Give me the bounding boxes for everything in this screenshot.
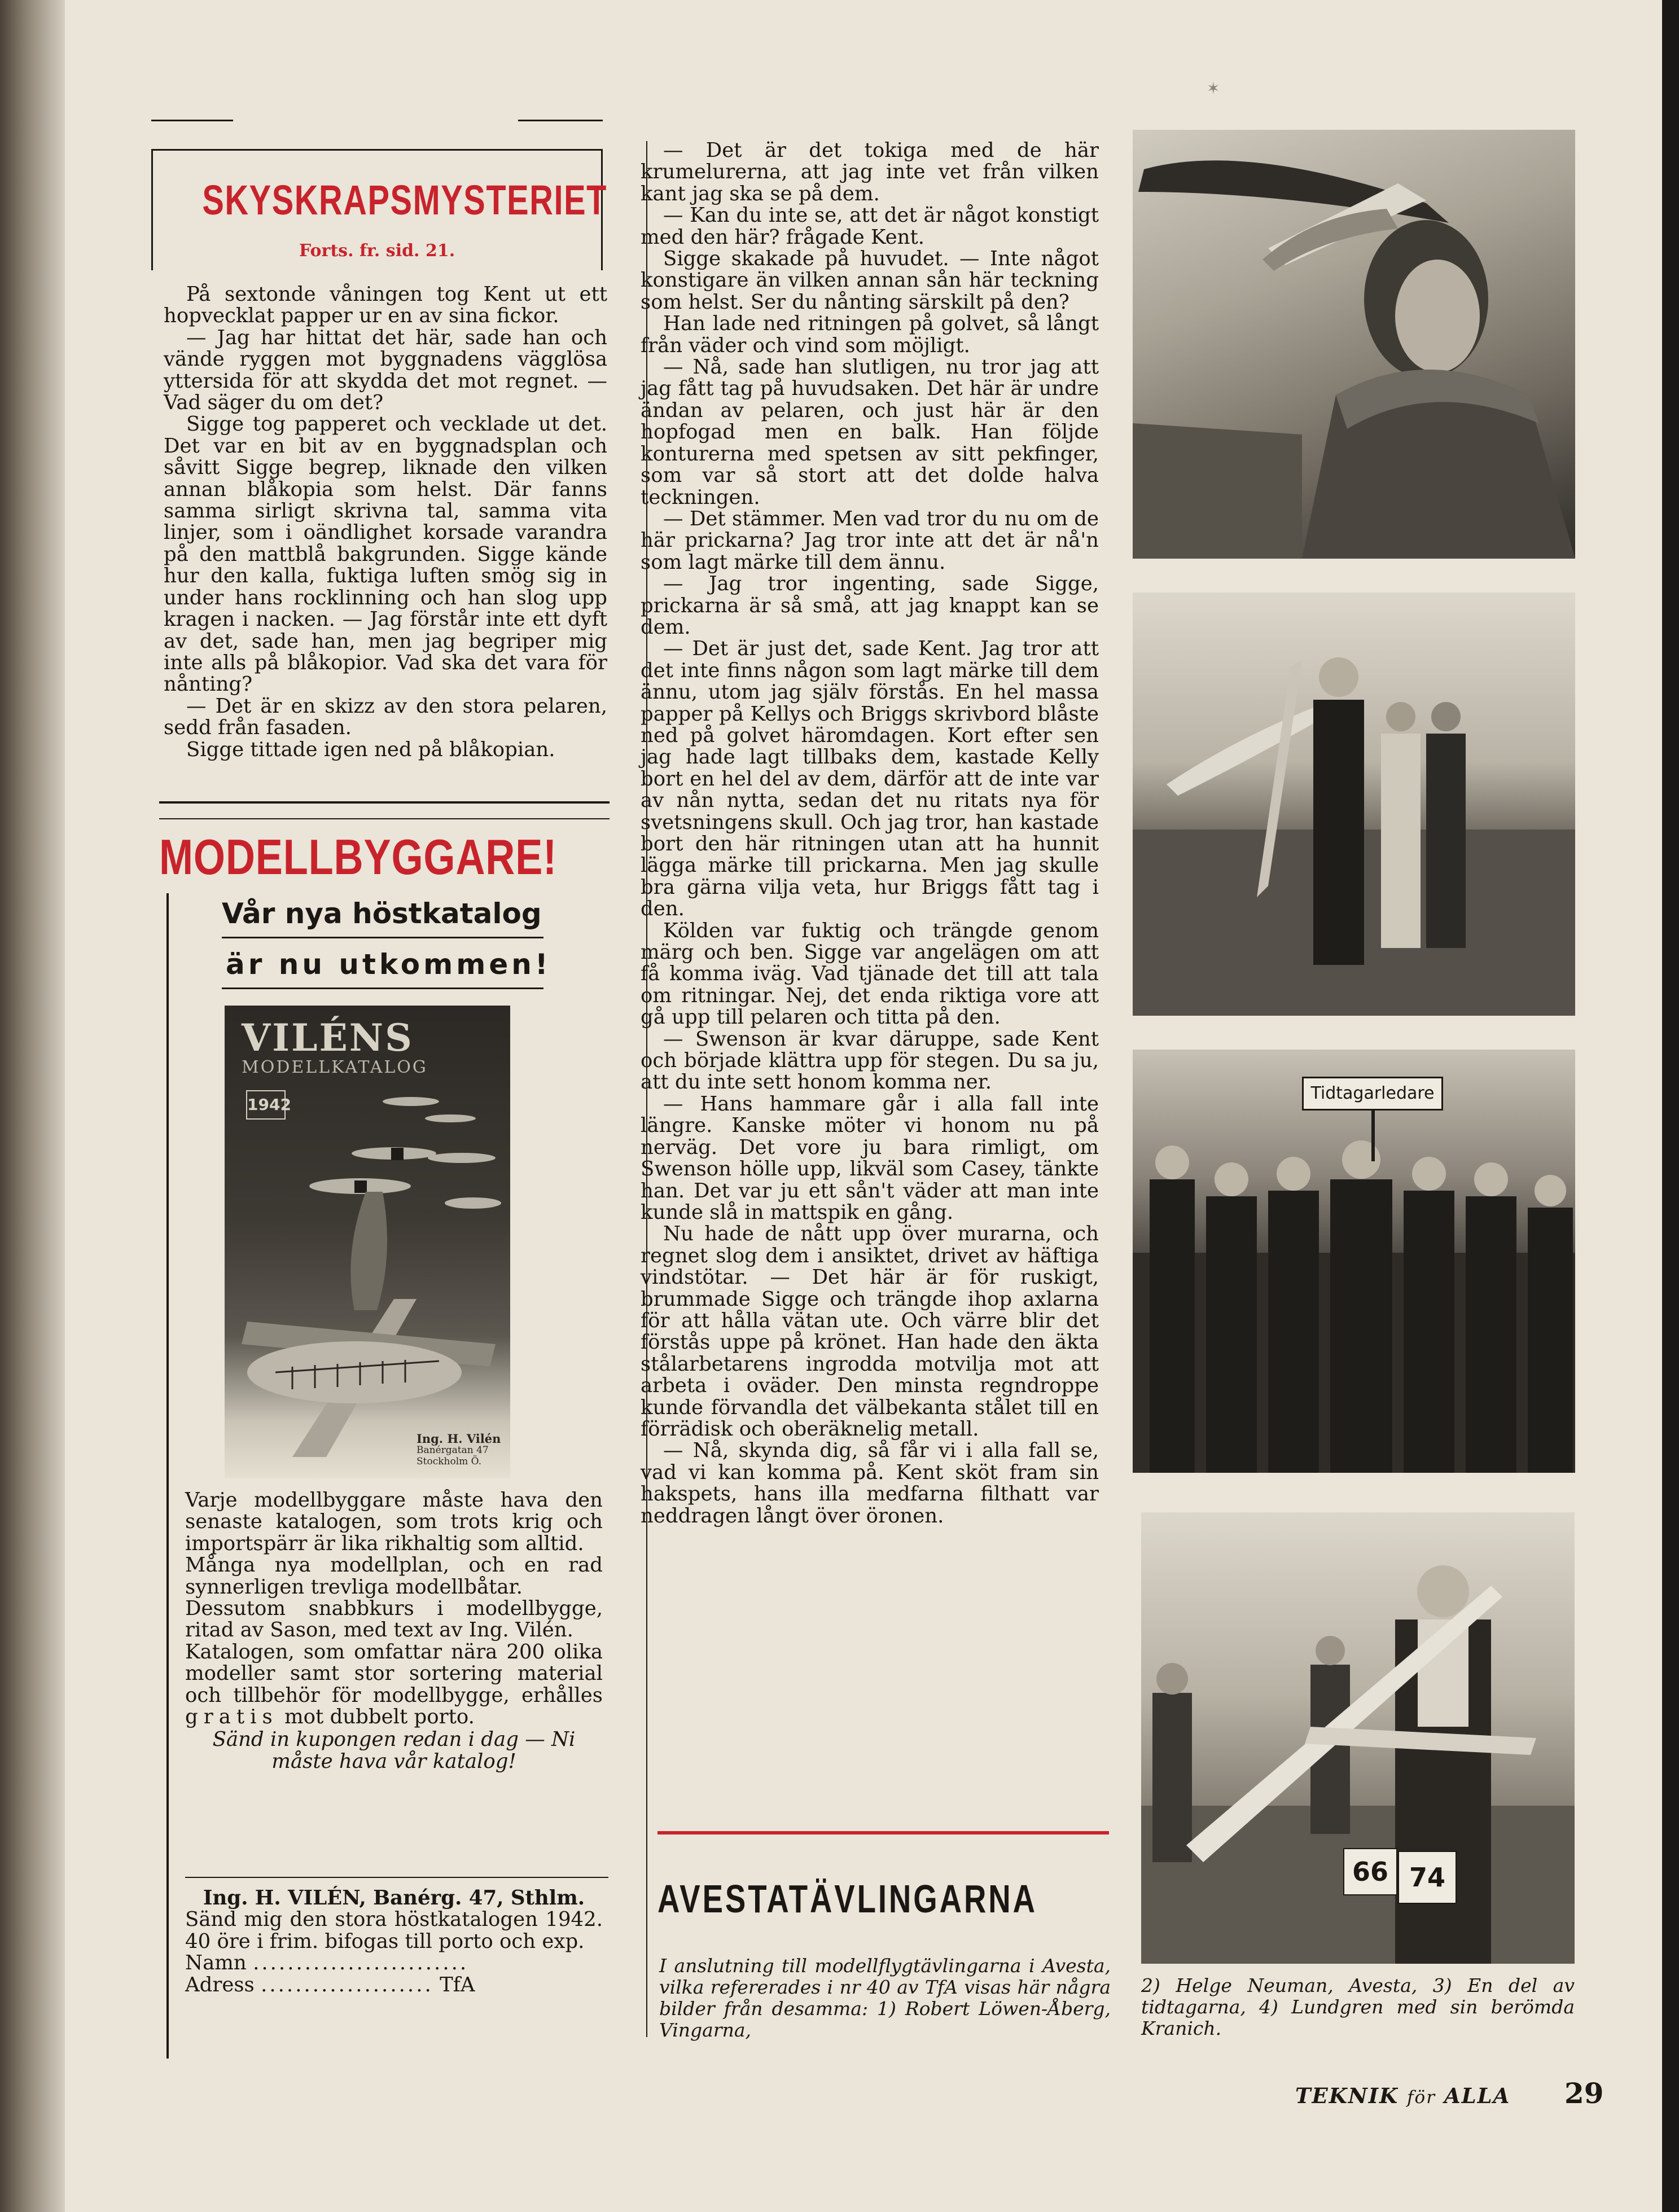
- ad-free-word: gratis: [185, 1705, 278, 1729]
- page-gutter: [0, 0, 65, 2212]
- cover-aircraft-illustration: [225, 1006, 510, 1478]
- ad-subtitle-underline: [222, 937, 543, 938]
- photo3-illustration: [1133, 1050, 1575, 1473]
- photo2-illustration: [1133, 592, 1575, 1016]
- story-continued-note: Forts. fr. sid. 21.: [299, 241, 455, 261]
- photo1-illustration: [1133, 130, 1575, 559]
- cover-year: 1942: [246, 1090, 286, 1120]
- story-paragraph: Han lade ned ritningen på golvet, så långt från väder och vind som möjligt.: [641, 312, 1099, 357]
- coupon[interactable]: [185, 1888, 603, 1996]
- story-header-box: [151, 149, 607, 270]
- ad-title: MODELLBYGGARE!: [159, 829, 558, 885]
- story-paragraph: — Nå, skynda dig, så får vi i alla fall se, vad vi kan komma på. Kent sköt fram sin hakspets, hans illa medfarna filthatt var neddragen långt över öronen.: [641, 1439, 1099, 1528]
- coupon-address-dots: ....................: [261, 1973, 433, 1996]
- ad-paragraph-text: Katalogen, som omfattar nära 200 olika modeller samt stor sortering material och tillbehör för modellbygge, erhålles: [185, 1640, 603, 1707]
- ad-paragraph: [185, 1642, 603, 1728]
- header-rule-right: [518, 120, 603, 121]
- story-paragraph: Nu hade de nått upp över murarna, och regnet slog dem i ansiktet, drivet av häftiga vindstötar. — Det här är för ruskigt, brummade Sigge och trängde ihop axlarna för att hålla vätan ute. Och värre blir det förstås uppe på krönet. Han hade den äkta stålarbetarens ingrodda motvilja mot att arbeta i oväder. Den minsta regndroppe kunde förvandla det välbekanta stålet till en förrädisk och oberäknelig metall.: [641, 1222, 1099, 1441]
- magazine-name-part: TEKNIK: [1295, 2083, 1399, 2108]
- ad-subtitle-underline: [222, 988, 543, 989]
- ad-paragraph-text: mot dubbelt porto.: [284, 1705, 475, 1729]
- catalog-cover-image: [225, 1006, 510, 1478]
- story-paragraph: — Det är det tokiga med de här krumelurerna, att jag inte vet från vilken kant jag ska se på dem.: [641, 139, 1099, 205]
- section-divider: [159, 818, 610, 819]
- coupon-name-field[interactable]: [185, 1952, 603, 1974]
- photo-timekeepers-group: [1133, 1050, 1575, 1473]
- cover-publisher-street: Banérgatan 47: [417, 1445, 489, 1456]
- photo-boy-launching-model-plane: [1133, 130, 1575, 559]
- story-title: SKYSKRAPSMYSTERIET: [202, 177, 607, 223]
- coupon-name-dots: .........................: [253, 1951, 469, 1975]
- story-paragraph: — Nå, sade han slutligen, nu tror jag att jag fått tag på huvudsaken. Det här är undre ändan av pelaren, och just här är den hopfogad men en balk. Han följde konturerna med spetsen av sitt pekfinger, som var så stort att det dolde halva teckningen.: [641, 356, 1099, 509]
- section-red-rule: [657, 1831, 1109, 1834]
- story-paragraph: Sigge tog papperet och vecklade ut det. Det var en bit av en byggnadsplan och såvitt Sigge begrep, liknade den vilken annan blåkopia som helst. Där fanns samma sirligt skrivna tal, samma vita linjer, som i oändlighet korsade varandra på den mattblå bakgrunden. Sigge kände hur den kalla, fuktiga luften smög sig in under hans rocklinning och han slog upp kragen i nacken. — Jag förstår inte ett dyft av det, sade han, men jag begriper mig inte alls på blåkopior. Vad ska det vara för nånting?: [164, 412, 607, 696]
- competitor-bib-1: 66: [1343, 1848, 1397, 1895]
- ad-body: [185, 1490, 603, 1772]
- story-paragraph: — Det är just det, sade Kent. Jag tror att det inte finns någon som lagt märke till dem ännu, utom jag själv förstås. En hel massa papper på Kellys och Briggs skrivbord blåste ned på golvet häromdagen. Kort efter sen jag hade lagt tillbaks dem, kastade Kelly bort en hel del av dem, därför att de inte var av nån nytta, sedan det nu ritats nya för svetsningens skull. Och jag tror, han kastade bort den här ritningen utan att ha hunnit lägga märke till prickarna. Men jag skulle bra gärna vilja veta, hur Briggs fått tag i den.: [641, 637, 1099, 921]
- photo-lundgren-with-kranich: [1141, 1512, 1575, 1964]
- cover-publisher-name: Ing. H. Vilén: [417, 1432, 501, 1446]
- photo4-illustration: [1141, 1512, 1575, 1964]
- story-paragraph: Sigge tittade igen ned på blåkopian.: [186, 738, 555, 761]
- page-edge: [1662, 0, 1679, 2212]
- section-divider: [159, 801, 610, 804]
- story-paragraph: — Jag har hittat det här, sade han och vände ryggen mot byggnadens vägglösa yttersida för att skydda det mot regnet. — Vad säger du om det?: [164, 326, 607, 415]
- page-number: 29: [1564, 2077, 1604, 2110]
- photo-competitor-with-glider: [1133, 592, 1575, 1016]
- coupon-code: TfA: [440, 1973, 475, 1996]
- story-paragraph: På sextonde våningen tog Kent ut ett hopvecklat papper ur en av sina fickor.: [164, 283, 607, 328]
- story-paragraph: — Det är en skizz av den stora pelaren, sedd från fasaden.: [164, 694, 607, 740]
- story-paragraph: — Jag tror ingenting, sade Sigge, prickarna är så små, att jag knappt kan se dem.: [641, 572, 1099, 639]
- photo-caption-right: 2) Helge Neuman, Avesta, 3) En del av tidtagarna, 4) Lundgren med sin berömda Kranich.: [1141, 1974, 1575, 2039]
- competitor-bib-2: 74: [1398, 1851, 1457, 1904]
- header-rule-left: [151, 120, 233, 121]
- story-paragraph: — Det stämmer. Men vad tror du nu om de här prickarna? Jag tror inte att det är nå'n som lagt märke till dem ännu.: [641, 507, 1099, 574]
- section-title: AVESTATÄVLINGARNA: [657, 1877, 1037, 1921]
- ad-subtitle-2: är nu utkommen!: [226, 948, 551, 981]
- story-paragraph: — Swenson är kvar däruppe, sade Kent och började klättra upp för stegen. Du sa ju, att du inte sett honom komma ner.: [641, 1027, 1099, 1094]
- timekeeper-sign: Tidtagarledare: [1302, 1077, 1443, 1111]
- ad-call-to-action: Sänd in kupongen redan i dag — Ni måste hava vår katalog!: [212, 1728, 576, 1773]
- cover-subtitle: MODELLKATALOG: [242, 1057, 428, 1077]
- magazine-name-part: för: [1407, 2087, 1436, 2108]
- story-paragraph: — Hans hammare går i alla fall inte längre. Kanske möter vi honom nu på nerväg. Det vore ju bara rimligt, om Swenson hölle upp, likväl som Casey, tänkte han. Det var ju ett sån't väder att man inte kunde slå in mattspik en gång.: [641, 1092, 1099, 1224]
- ad-border-left: [166, 893, 169, 2059]
- story-column-1: [164, 284, 607, 761]
- print-speck: ✶: [1207, 79, 1220, 98]
- ad-paragraph: Varje modellbyggare måste hava den senaste katalogen, som trots krig och importspärr är lika rikhaltig som alltid.: [185, 1489, 603, 1555]
- ad-paragraph: Dessutom snabbkurs i modellbygge, ritad av Sason, med text av Ing. Vilén.: [185, 1597, 603, 1642]
- story-column-2: [641, 140, 1099, 1527]
- story-paragraph: Sigge skakade på huvudet. — Inte något konstigare än vilken annan sån här teckning som helst. Ser du nånting särskilt på den?: [641, 247, 1099, 314]
- story-paragraph: — Kan du inte se, att det är något konstigt med den här? frågade Kent.: [641, 204, 1099, 249]
- cover-publisher: [417, 1433, 501, 1467]
- coupon-address-field[interactable]: [185, 1974, 603, 1996]
- cover-title: VILÉNS: [242, 1016, 414, 1060]
- photo-caption-left: I anslutning till modellflygtävlingarna i Avesta, vilka refererades i nr 40 av TfA visas här några bilder från desamma: 1) Robert Löwen-Åberg, Vingarna,: [659, 1955, 1111, 2041]
- coupon-divider: [185, 1877, 608, 1878]
- ad-subtitle-1: Vår nya höstkatalog: [222, 897, 542, 930]
- magazine-name-part: ALLA: [1444, 2083, 1511, 2108]
- story-paragraph: Kölden var fuktig och trängde genom märg och ben. Sigge var angelägen om att få komma iväg. Vad tjänade det till att tala om ritningar. Nej, det enda riktiga vore att gå upp till pelaren och titta på den.: [641, 919, 1099, 1029]
- coupon-address: Ing. H. VILÉN, Banérg. 47, Sthlm.: [203, 1886, 585, 1910]
- coupon-text: Sänd mig den stora höstkatalogen 1942. 40 öre i frim. bifogas till porto och exp.: [185, 1908, 603, 1953]
- ad-paragraph: Många nya modellplan, och en rad synnerligen trevliga modellbåtar.: [185, 1553, 603, 1599]
- coupon-name-label: Namn: [185, 1951, 247, 1975]
- magazine-name: [1295, 2083, 1510, 2108]
- coupon-address-label: Adress: [185, 1973, 255, 1996]
- cover-publisher-city: Stockholm Ö.: [417, 1456, 482, 1467]
